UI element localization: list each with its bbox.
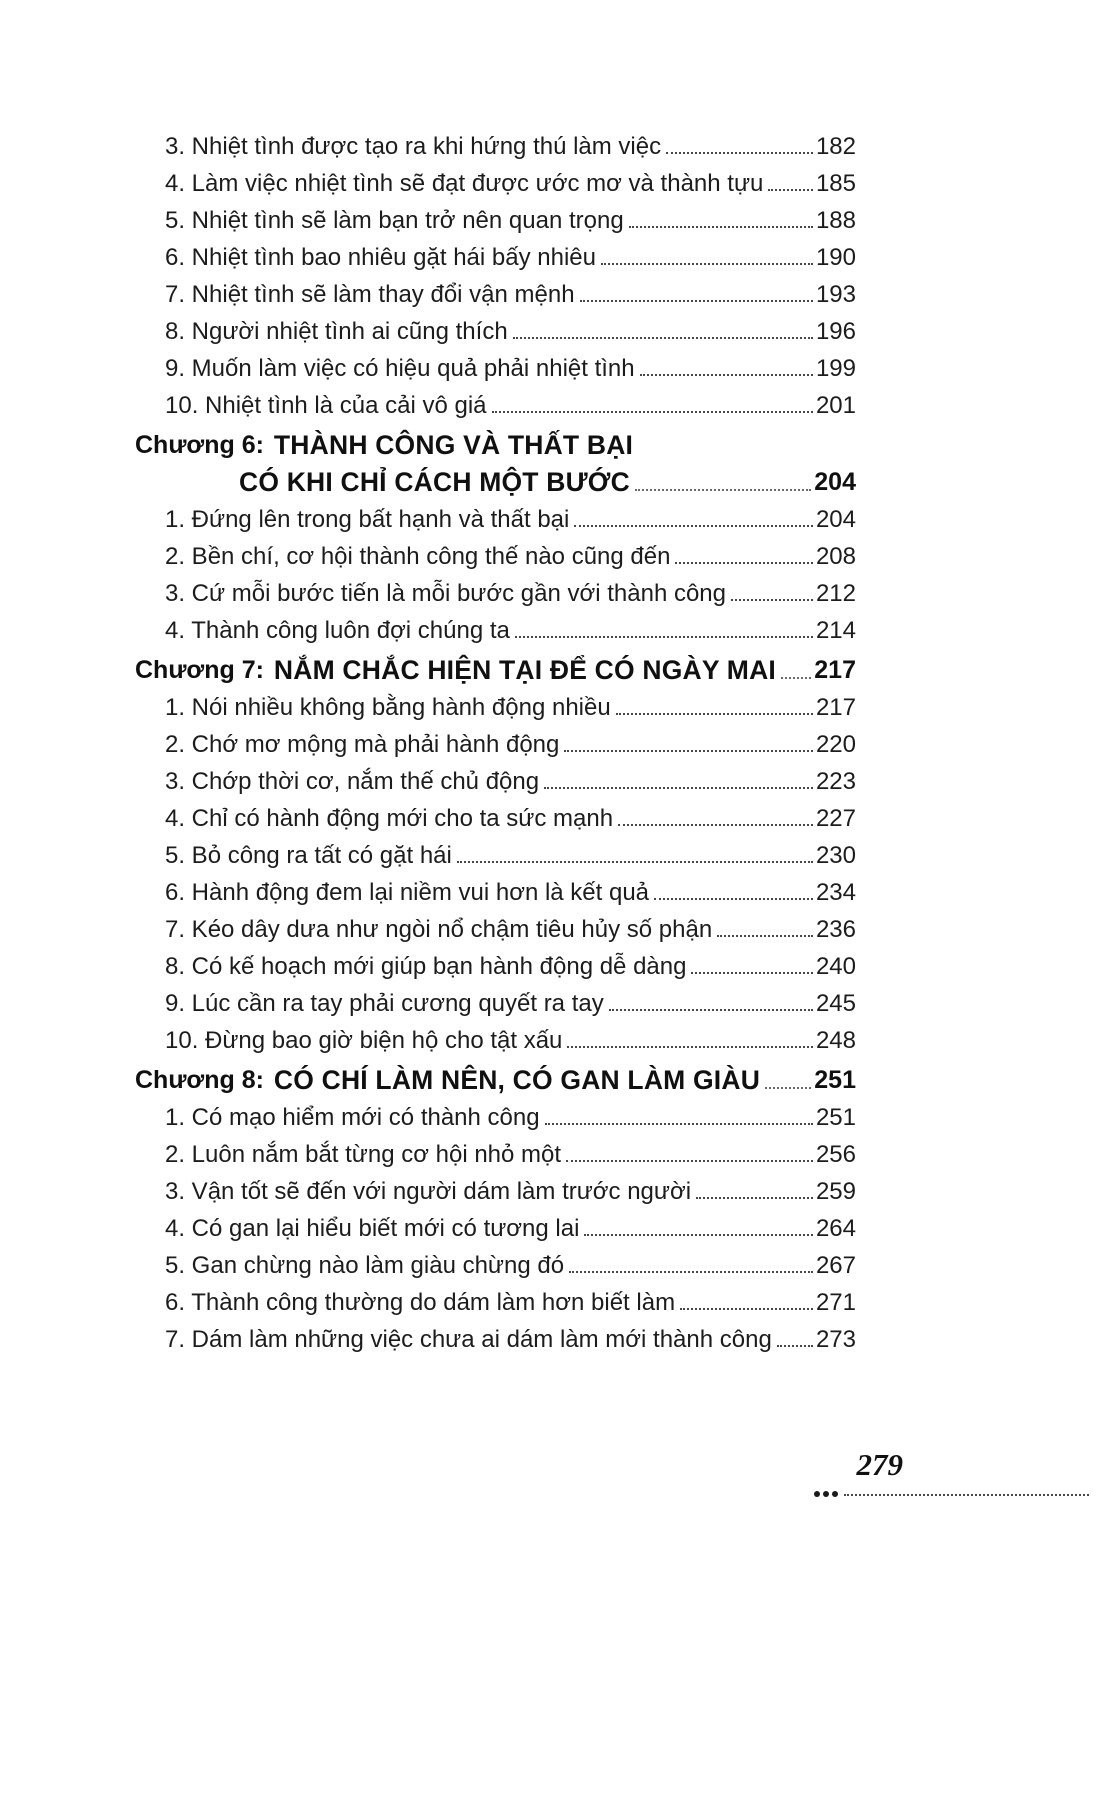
toc-entry-label: 8. Có kế hoạch mới giúp bạn hành động dễ dàng	[165, 953, 687, 980]
toc-entry-page: 234	[815, 879, 856, 906]
toc-entry	[135, 731, 856, 758]
toc-entry	[135, 916, 856, 943]
toc-entry	[135, 953, 856, 980]
toc-entry-label: 9. Muốn làm việc có hiệu quả phải nhiệt tình	[165, 355, 635, 382]
toc-entry-label: 7. Dám làm những việc chưa ai dám làm mới thành công	[165, 1326, 772, 1353]
dot-leader-icon	[680, 1308, 813, 1310]
dot-leader-icon	[513, 337, 813, 339]
toc-entry-page: 212	[815, 580, 856, 607]
toc-entry-label: 8. Người nhiệt tình ai cũng thích	[165, 318, 508, 345]
toc-entry-page: 204	[815, 506, 856, 533]
dot-leader-icon	[635, 489, 811, 491]
dot-leader-rule	[844, 1494, 1089, 1496]
toc-entry-page: 227	[815, 805, 856, 832]
dot-leader-icon	[768, 189, 813, 191]
toc-entry	[135, 207, 856, 234]
dot-leader-icon	[666, 152, 813, 154]
dot-leader-icon	[654, 898, 813, 900]
toc-chapter-page: 251	[814, 1066, 856, 1094]
toc-entry-label: 5. Nhiệt tình sẽ làm bạn trở nên quan trọng	[165, 207, 624, 234]
toc-entry-label: 3. Vận tốt sẽ đến với người dám làm trước người	[165, 1178, 692, 1205]
toc-entry-label: 6. Nhiệt tình bao nhiêu gặt hái bấy nhiêu	[165, 244, 596, 271]
toc-entry-page: 201	[815, 392, 856, 419]
toc-entry	[135, 768, 856, 795]
toc-entry-page: 271	[815, 1289, 856, 1316]
toc-entry-page: 264	[815, 1215, 856, 1242]
toc-entry-label: 4. Làm việc nhiệt tình sẽ đạt được ước mơ và thành tựu	[165, 170, 764, 197]
toc-entry	[135, 580, 856, 607]
toc-entry	[135, 1326, 856, 1353]
toc-entry	[135, 318, 856, 345]
toc-entry	[135, 1252, 856, 1279]
toc-entry-label: 5. Gan chừng nào làm giàu chừng đó	[165, 1252, 565, 1279]
toc-entry	[135, 355, 856, 382]
toc-entry	[135, 506, 856, 533]
dot-leader-icon	[544, 787, 813, 789]
toc-entry-label: 6. Hành động đem lại niềm vui hơn là kết quả	[165, 879, 650, 906]
toc-entry-label: 1. Có mạo hiểm mới có thành công	[165, 1104, 540, 1131]
toc-entry-page: 251	[815, 1104, 856, 1131]
chapter-title: CÓ CHÍ LÀM NÊN, CÓ GAN LÀM GIÀU	[273, 1065, 761, 1095]
toc-entry-label: 2. Bền chí, cơ hội thành công thế nào cũng đến	[165, 543, 671, 570]
toc-entry	[135, 281, 856, 308]
toc-entry	[135, 133, 856, 160]
dot-leader-icon	[580, 300, 813, 302]
toc-entry-page: 230	[815, 842, 856, 869]
dot-leader-icon	[574, 525, 813, 527]
dot-leader-icon	[675, 562, 813, 564]
page-number: 279	[856, 1447, 903, 1482]
toc-entry	[135, 244, 856, 271]
toc-entry-label: 2. Chớ mơ mộng mà phải hành động	[165, 731, 560, 758]
toc-entry-label: 7. Kéo dây dưa như ngòi nổ chậm tiêu hủy số phận	[165, 916, 713, 943]
chapter-number-label: Chương 6:	[135, 431, 264, 459]
toc-entry-label: 2. Luôn nắm bắt từng cơ hội nhỏ một	[165, 1141, 562, 1168]
toc-entry-page: 217	[815, 694, 856, 721]
footer-dotted-rule	[814, 1490, 1089, 1498]
toc-entry	[135, 990, 856, 1017]
toc-entry	[135, 1289, 856, 1316]
toc-chapter-page: 217	[814, 656, 856, 684]
dot-leader-icon	[691, 972, 812, 974]
dot-leader-icon	[777, 1345, 813, 1347]
dot-leader-icon	[731, 599, 813, 601]
toc-entry-label: 9. Lúc cần ra tay phải cương quyết ra tay	[165, 990, 604, 1017]
toc-entry-label: 3. Cứ mỗi bước tiến là mỗi bước gần với thành công	[165, 580, 726, 607]
dot-leader-icon	[696, 1197, 813, 1199]
chapter-number-label: Chương 8:	[135, 1066, 264, 1094]
dot-leader-icon	[584, 1234, 813, 1236]
toc-entry	[135, 879, 856, 906]
toc-entry-label: 4. Thành công luôn đợi chúng ta	[165, 617, 510, 644]
toc-entry	[135, 392, 856, 419]
toc-entry-page: 256	[815, 1141, 856, 1168]
toc-entry	[135, 1215, 856, 1242]
toc-entry-page: 185	[815, 170, 856, 197]
toc-entry-page: 190	[815, 244, 856, 271]
dot-leader-icon	[492, 411, 813, 413]
toc-entry-page: 214	[815, 617, 856, 644]
dot-leader-icon	[640, 374, 813, 376]
toc-entry-label: 1. Đứng lên trong bất hạnh và thất bại	[165, 506, 570, 533]
toc-entry-label: 10. Đừng bao giờ biện hộ cho tật xấu	[165, 1027, 563, 1054]
dot-leader-icon	[457, 861, 813, 863]
toc-chapter-heading	[135, 657, 856, 684]
chapter-title: THÀNH CÔNG VÀ THẤT BẠI	[273, 430, 634, 460]
toc-entry	[135, 805, 856, 832]
toc-entry	[135, 543, 856, 570]
toc-entry	[135, 170, 856, 197]
toc-entry-page: 220	[815, 731, 856, 758]
toc-entry	[135, 1178, 856, 1205]
toc-entry-label: 5. Bỏ công ra tất có gặt hái	[165, 842, 452, 869]
dot-leader-icon	[609, 1009, 813, 1011]
dot-leader-icon	[569, 1271, 813, 1273]
chapter-title: NẮM CHẮC HIỆN TẠI ĐỂ CÓ NGÀY MAI	[273, 655, 776, 685]
dot-leader-icon	[616, 713, 813, 715]
triple-dot-icon	[814, 1491, 820, 1497]
page-footer	[814, 1447, 1089, 1498]
toc-entry-page: 208	[815, 543, 856, 570]
toc-entry-page: 248	[815, 1027, 856, 1054]
toc-chapter-heading	[135, 432, 856, 459]
chapter-title: CÓ KHI CHỈ CÁCH MỘT BƯỚC	[239, 467, 630, 497]
dot-leader-icon	[567, 1046, 813, 1048]
dot-leader-icon	[765, 1087, 811, 1089]
toc-entry-page: 182	[815, 133, 856, 160]
toc-chapter-page: 204	[814, 468, 856, 496]
table-of-contents	[135, 133, 856, 1363]
toc-entry-page: 245	[815, 990, 856, 1017]
toc-entry-label: 4. Có gan lại hiểu biết mới có tương lai	[165, 1215, 580, 1242]
dot-leader-icon	[515, 636, 813, 638]
toc-entry	[135, 1027, 856, 1054]
toc-entry-page: 199	[815, 355, 856, 382]
toc-chapter-heading	[135, 1067, 856, 1094]
dot-leader-icon	[601, 263, 813, 265]
toc-entry-label: 6. Thành công thường do dám làm hơn biết làm	[165, 1289, 676, 1316]
toc-entry	[135, 617, 856, 644]
toc-entry	[135, 842, 856, 869]
dot-leader-icon	[564, 750, 813, 752]
toc-entry-page: 236	[815, 916, 856, 943]
dot-leader-icon	[717, 935, 813, 937]
toc-entry-page: 267	[815, 1252, 856, 1279]
toc-entry-page: 193	[815, 281, 856, 308]
dot-leader-icon	[781, 677, 811, 679]
toc-entry-page: 240	[815, 953, 856, 980]
dot-leader-icon	[545, 1123, 813, 1125]
toc-entry	[135, 694, 856, 721]
toc-entry-page: 223	[815, 768, 856, 795]
toc-entry-page: 273	[815, 1326, 856, 1353]
toc-entry-page: 188	[815, 207, 856, 234]
toc-entry-label: 3. Chớp thời cơ, nắm thế chủ động	[165, 768, 540, 795]
toc-entry-label: 3. Nhiệt tình được tạo ra khi hứng thú làm việc	[165, 133, 662, 160]
toc-entry	[135, 1104, 856, 1131]
chapter-number-label: Chương 7:	[135, 656, 264, 684]
toc-entry-label: 10. Nhiệt tình là của cải vô giá	[165, 392, 487, 419]
toc-entry-label: 1. Nói nhiều không bằng hành động nhiều	[165, 694, 611, 721]
toc-entry-page: 259	[815, 1178, 856, 1205]
toc-entry-label: 7. Nhiệt tình sẽ làm thay đổi vận mệnh	[165, 281, 575, 308]
toc-entry	[135, 1141, 856, 1168]
toc-entry-label: 4. Chỉ có hành động mới cho ta sức mạnh	[165, 805, 614, 832]
dot-leader-icon	[618, 824, 813, 826]
toc-chapter-heading	[135, 469, 856, 496]
toc-entry-page: 196	[815, 318, 856, 345]
dot-leader-icon	[566, 1160, 813, 1162]
dot-leader-icon	[629, 226, 813, 228]
